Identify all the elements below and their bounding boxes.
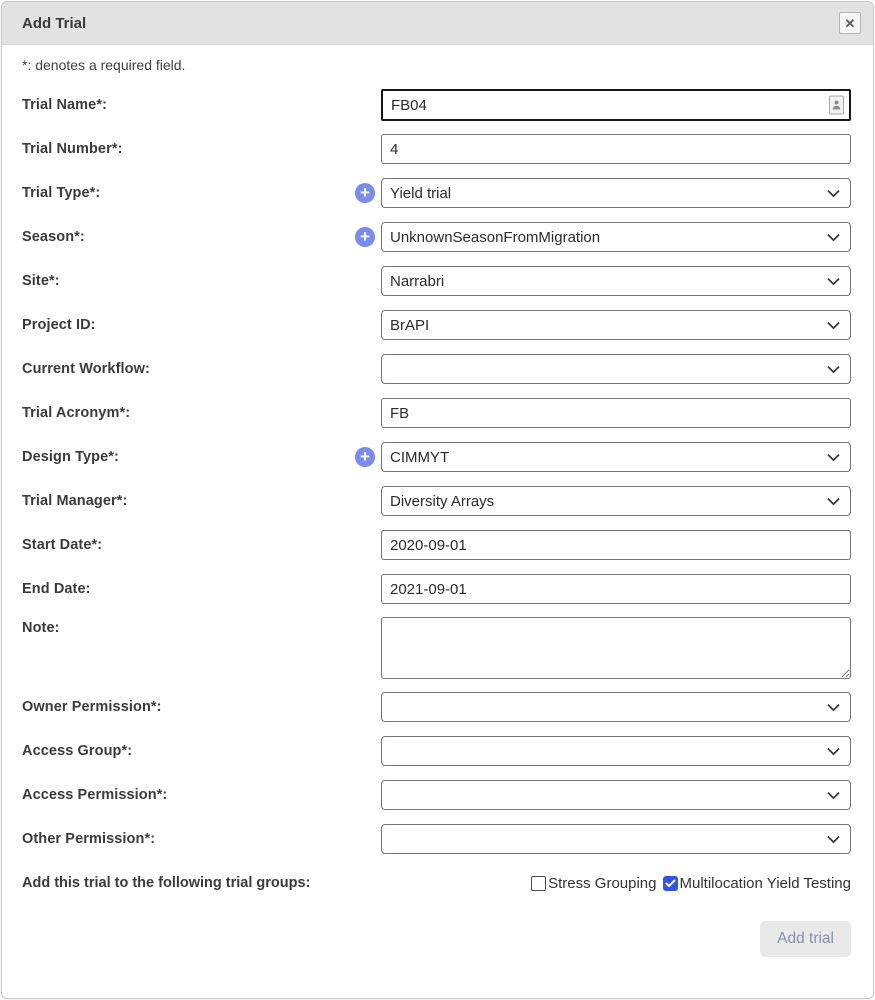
start-date-input[interactable] <box>381 530 851 560</box>
current-workflow-select[interactable] <box>381 354 851 384</box>
trial-group-option <box>663 875 852 892</box>
field-row-trial-name <box>22 83 851 127</box>
trial-acronym-input[interactable] <box>381 398 851 428</box>
trial-manager-select[interactable]: Diversity Arrays <box>381 486 851 516</box>
add-icon[interactable]: + <box>355 183 375 203</box>
close-icon[interactable]: ✕ <box>839 12 861 34</box>
field-row-design-type <box>22 435 851 479</box>
owner-permission-label: Owner Permission*: <box>22 699 162 715</box>
add-icon[interactable]: + <box>355 447 375 467</box>
project-id-label: Project ID: <box>22 317 96 333</box>
trial-number-input[interactable] <box>381 134 851 164</box>
field-row-other-permission <box>22 817 851 861</box>
trial-number-label: Trial Number*: <box>22 141 123 157</box>
field-row-start-date <box>22 523 851 567</box>
required-field-note: *: denotes a required field. <box>22 57 186 73</box>
trial-name-input[interactable] <box>381 89 851 121</box>
access-permission-label: Access Permission*: <box>22 787 168 803</box>
contact-autofill-icon[interactable] <box>829 96 844 115</box>
field-row-current-workflow <box>22 347 851 391</box>
field-row-access-permission <box>22 773 851 817</box>
field-row-site <box>22 259 851 303</box>
field-row-trial-acronym <box>22 391 851 435</box>
access-group-label: Access Group*: <box>22 743 133 759</box>
trial-type-select[interactable]: Yield trial <box>381 178 851 208</box>
trial-groups-row <box>22 861 851 905</box>
field-row-season <box>22 215 851 259</box>
trial-group-option-label: Stress Grouping <box>548 874 657 892</box>
dialog-title: Add Trial <box>22 14 87 32</box>
access-permission-select[interactable] <box>381 780 851 810</box>
add-icon[interactable]: + <box>355 227 375 247</box>
project-id-select[interactable]: BrAPI <box>381 310 851 340</box>
field-row-trial-type <box>22 171 851 215</box>
trial-name-label: Trial Name*: <box>22 97 108 113</box>
trial-manager-label: Trial Manager*: <box>22 493 128 509</box>
trial-acronym-label: Trial Acronym*: <box>22 405 131 421</box>
trial-type-label: Trial Type*: <box>22 185 101 201</box>
trial-groups-label: Add this trial to the following trial groups: <box>22 875 311 891</box>
checkbox-checked-icon[interactable] <box>663 876 678 891</box>
end-date-label: End Date: <box>22 581 91 597</box>
owner-permission-select[interactable] <box>381 692 851 722</box>
dialog-titlebar <box>2 2 873 45</box>
design-type-select[interactable]: CIMMYT <box>381 442 851 472</box>
field-row-trial-manager <box>22 479 851 523</box>
button-row <box>22 921 851 957</box>
field-row-end-date <box>22 567 851 611</box>
end-date-input[interactable] <box>381 574 851 604</box>
field-row-note <box>22 611 851 685</box>
field-row-trial-number <box>22 127 851 171</box>
site-label: Site*: <box>22 273 60 289</box>
dialog-body <box>2 45 873 957</box>
trial-groups-options <box>531 875 851 892</box>
season-select[interactable]: UnknownSeasonFromMigration <box>381 222 851 252</box>
design-type-label: Design Type*: <box>22 449 119 465</box>
start-date-label: Start Date*: <box>22 537 103 553</box>
add-trial-dialog <box>1 1 874 999</box>
checkbox-icon[interactable] <box>531 876 546 891</box>
trial-group-option-label: Multilocation Yield Testing <box>679 874 851 892</box>
field-row-owner-permission <box>22 685 851 729</box>
season-label: Season*: <box>22 229 85 245</box>
add-trial-button[interactable]: Add trial <box>760 921 851 957</box>
current-workflow-label: Current Workflow: <box>22 361 150 377</box>
field-row-access-group <box>22 729 851 773</box>
other-permission-select[interactable] <box>381 824 851 854</box>
note-label: Note: <box>22 620 60 636</box>
field-row-project-id <box>22 303 851 347</box>
trial-group-option <box>531 875 656 892</box>
access-group-select[interactable] <box>381 736 851 766</box>
note-textarea[interactable] <box>381 617 851 679</box>
other-permission-label: Other Permission*: <box>22 831 156 847</box>
site-select[interactable]: Narrabri <box>381 266 851 296</box>
